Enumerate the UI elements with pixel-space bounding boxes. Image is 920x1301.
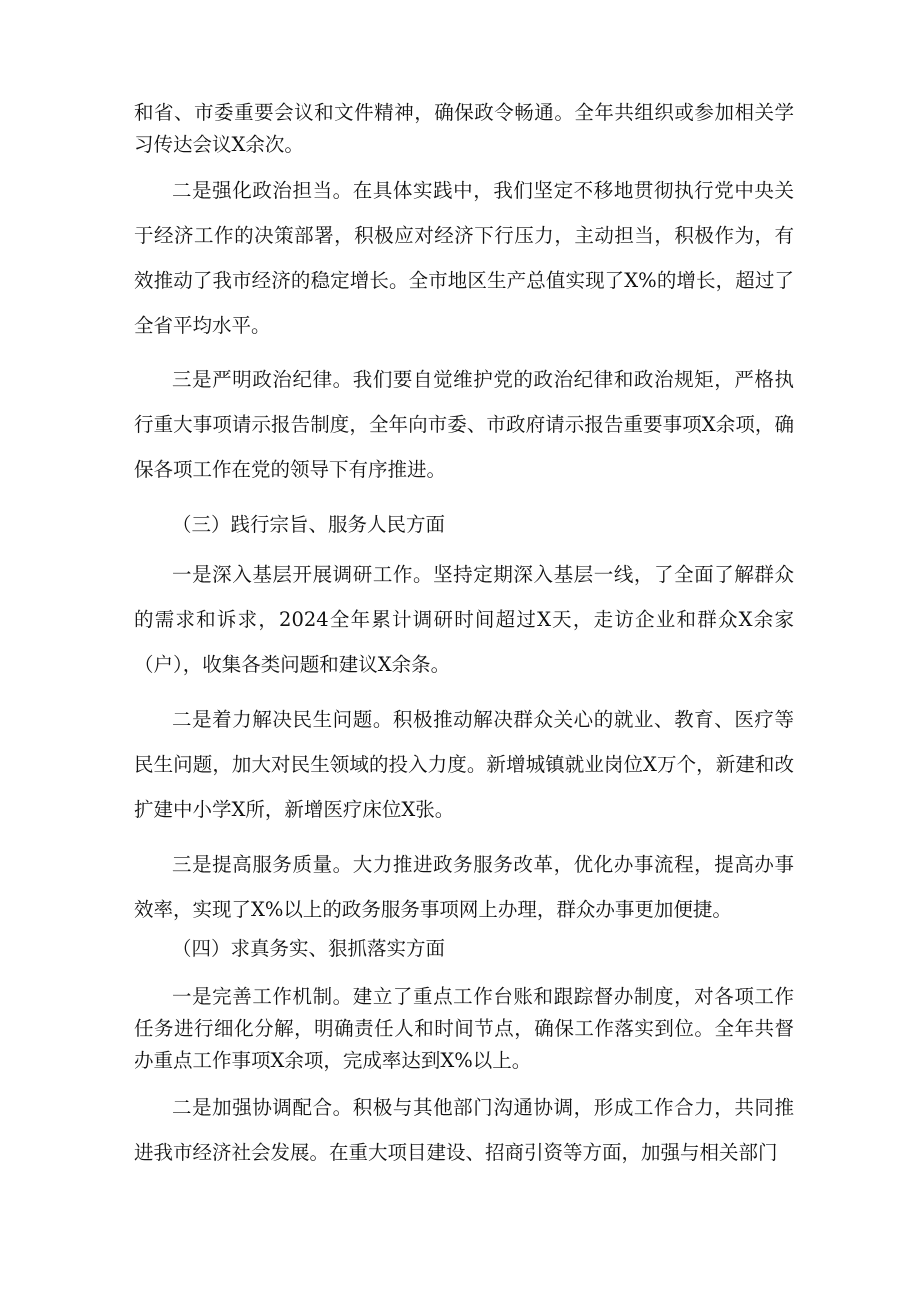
paragraph-political-responsibility: 二是强化政治担当。在具体实践中，我们坚定不移地贯彻执行党中央关于经济工作的决策部署，积极应对经济下行压力，主动担当，积极作为，有效推动了我市经济的稳定增长。全市地区生产总值实现了X%的增长，超过了全省平均水平。 (134, 179, 794, 337)
paragraph-grassroots-research: 一是深入基层开展调研工作。坚持定期深入基层一线，了全面了解群众的需求和诉求，2024全年累计调研时间超过X天，走访企业和群众X余家（户），收集各类问题和建议X余条。 (134, 563, 794, 676)
paragraph-livelihood-issues: 二是着力解决民生问题。积极推动解决群众关心的就业、教育、医疗等民生问题，加大对民生领域的投入力度。新增城镇就业岗位X万个，新建和改扩建中小学X所，新增医疗床位X张。 (134, 708, 794, 821)
paragraph-service-quality: 三是提高服务质量。大力推进政务服务改革，优化办事流程，提高办事效率，实现了X%以上的政务服务事项网上办理，群众办事更加便捷。 (134, 853, 794, 921)
paragraph-coordination: 二是加强协调配合。积极与其他部门沟通协调，形成工作合力，共同推进我市经济社会发展。在重大项目建设、招商引资等方面，加强与相关部门 (134, 1096, 794, 1164)
paragraph-work-mechanism: 一是完善工作机制。建立了重点工作台账和跟踪督办制度，对各项工作任务进行细化分解，明确责任人和时间节点，确保工作落实到位。全年共督办重点工作事项X余项，完成率达到X%以上。 (134, 985, 794, 1072)
paragraph-political-discipline: 三是严明政治纪律。我们要自觉维护党的政治纪律和政治规矩，严格执行重大事项请示报告制度，全年向市委、市政府请示报告重要事项X余项，确保各项工作在党的领导下有序推进。 (134, 368, 794, 481)
paragraph-study-meetings: 和省、市委重要会议和文件精神，确保政令畅通。全年共组织或参加相关学习传达会议X余次。 (134, 101, 794, 156)
section-heading-serve-people: （三）践行宗旨、服务人民方面 (172, 513, 446, 536)
section-heading-implementation: （四）求真务实、狠抓落实方面 (172, 937, 446, 960)
